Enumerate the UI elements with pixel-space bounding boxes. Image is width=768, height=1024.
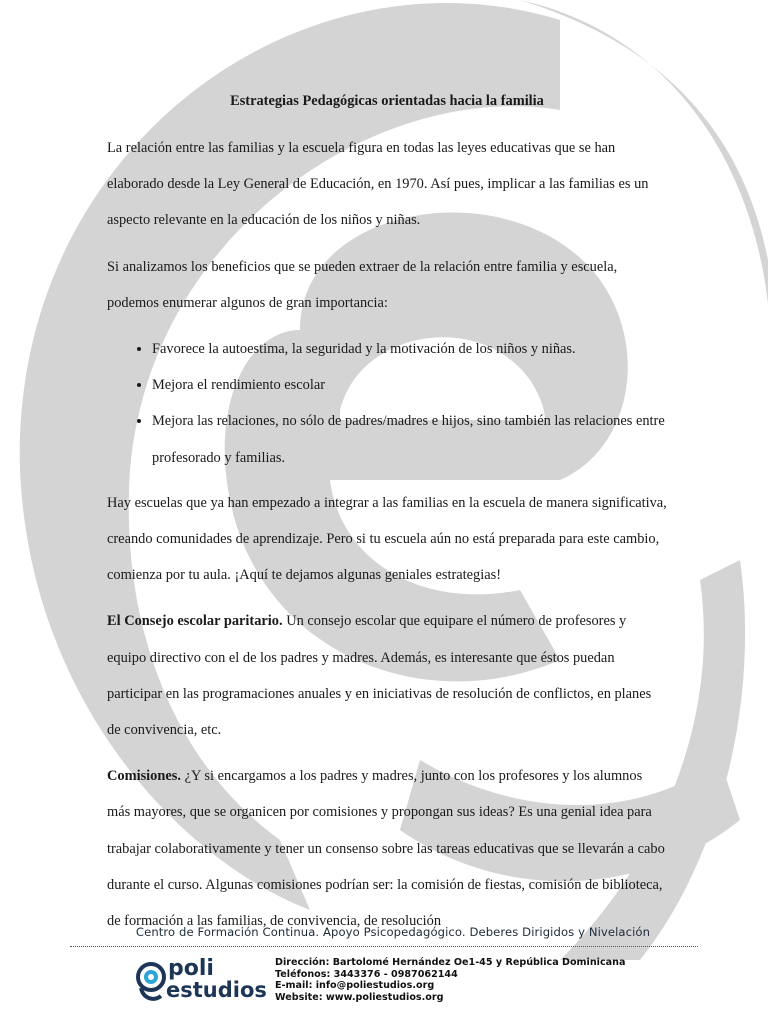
footer-divider xyxy=(70,946,698,947)
paragraph-comisiones xyxy=(107,758,667,939)
paragraph-consejo xyxy=(107,603,667,748)
benefits-list xyxy=(107,331,667,476)
logo-text-estudios: estudios xyxy=(166,978,267,1002)
paragraph-1: La relación entre las familias y la escuela figura en todas las leyes educativas que se han elaborado desde la Ley General de Educación, en 1970. Así pues, implicar a las familias es un aspecto relevante en la educación de los niños y niñas. xyxy=(107,140,649,229)
list-item: • Mejora las relaciones, no sólo de padres/madres e hijos, sino también las relaciones entre profesorado y familias. xyxy=(152,403,667,475)
comisiones-text: ¿Y si encargamos a los padres y madres, junto con los profesores y los alumnos más mayores, que se organicen por comisiones y propongan sus ideas? Es una genial idea para trabajar colaborativamente y tener un consenso sobre las tareas educativas que se llevarán a cabo durante el curso. Algunas comisiones podrían ser: la comisión de fiestas, comisión de biblioteca, de formación a las familias, de convivencia, de resolución xyxy=(107,768,665,930)
paragraph-3: Hay escuelas que ya han empezado a integrar a las familias en la escuela de manera significativa, creando comunidades de aprendizaje. Pero si tu escuela aún no está preparada para este cambio, comienza por tu aula. ¡Aquí te dejamos algunas geniales estrategias! xyxy=(107,494,667,584)
address-line: Dirección: Bartolomé Hernández Oe1-45 y República Dominicana xyxy=(275,957,626,968)
email-line: E-mail: info@poliestudios.org xyxy=(275,980,435,991)
list-item: • Favorece la autoestima, la seguridad y la motivación de los niños y niñas. xyxy=(152,331,667,367)
phones-line: Teléfonos: 3443376 - 0987062144 xyxy=(275,968,458,980)
logo-text-poli: poli xyxy=(168,956,214,981)
contact-info xyxy=(275,957,625,1003)
consejo-heading: El Consejo escolar paritario. xyxy=(107,613,283,630)
comisiones-heading: Comisiones. xyxy=(107,768,181,785)
website-line: Website: www.poliestudios.org xyxy=(275,991,444,1003)
document-body xyxy=(107,90,667,949)
consejo-text: Un consejo escolar que equipare el número de profesores y equipo directivo con el de los padres y madres. Además, es interesante que éstos puedan participar en las programaciones anuales y en iniciativas de resolución de conflictos, en planes de convivencia, etc. xyxy=(107,613,652,739)
document-title: Estrategias Pedagógicas orientadas hacia la familia xyxy=(230,93,544,109)
list-item: • Mejora el rendimiento escolar xyxy=(152,367,667,403)
paragraph-2: Si analizamos los beneficios que se pueden extraer de la relación entre familia y escuela, podemos enumerar algunos de gran importancia: xyxy=(107,258,618,311)
footer-tagline: Centro de Formación Continua. Apoyo Psicopedagógico. Deberes Dirigidos y Nivelación xyxy=(135,925,651,939)
